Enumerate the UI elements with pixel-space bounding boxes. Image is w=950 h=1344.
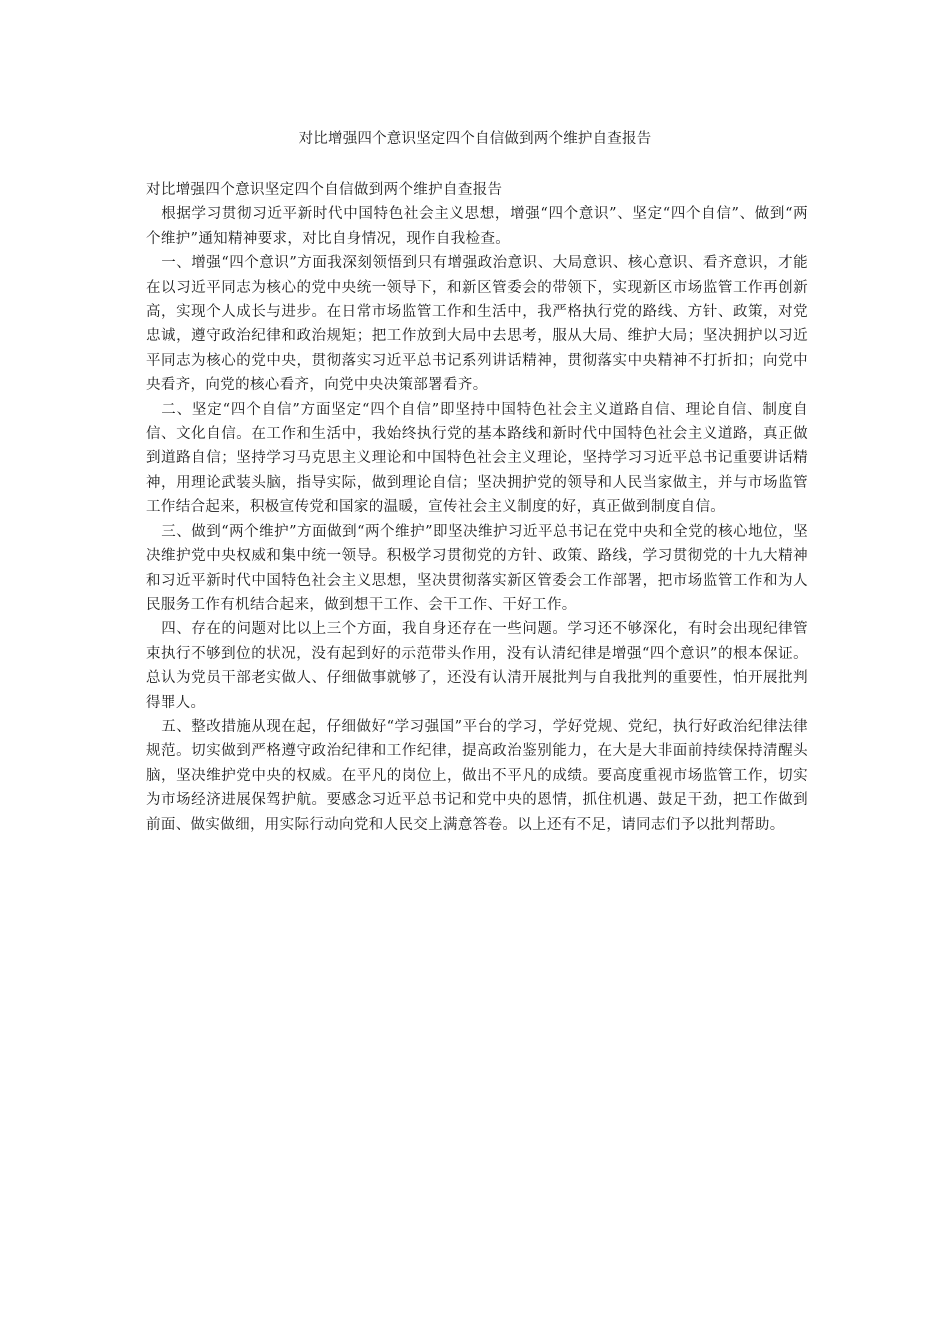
paragraph-four-confidences: 二、坚定“四个自信”方面坚定“四个自信”即坚持中国特色社会主义道路自信、理论自信、制度自信、文化自信。在工作和生活中，我始终执行党的基本路线和新时代中国特色社会主义道路，真正做到道路自信；坚持学习马克思主义理论和中国特色社会主义理论，坚持学习习近平总书记重要讲话精神，用理论武装头脑，指导实际，做到理论自信；坚决拥护党的领导和人民当家做主，并与市场监管工作结合起来，积极宣传党和国家的温暖，宣传社会主义制度的好，真正做到制度自信。 <box>146 401 808 516</box>
paragraph-two-safeguards: 三、做到“两个维护”方面做到“两个维护”即坚决维护习近平总书记在党中央和全党的核心地位，坚决维护党中央权威和集中统一领导。积极学习贯彻党的方针、政策、路线，学习贯彻党的十九大精神和习近平新时代中国特色社会主义思想，坚决贯彻落实新区管委会工作部署，把市场监管工作和为人民服务工作有机结合起来，做到想干工作、会干工作、干好工作。 <box>146 523 808 613</box>
paragraph-rectification-measures: 五、整改措施从现在起，仔细做好“学习强国”平台的学习，学好党规、党纪，执行好政治纪律法律规范。切实做到严格遵守政治纪律和工作纪律，提高政治鉴别能力，在大是大非面前持续保持清醒头脑，坚决维护党中央的权威。在平凡的岗位上，做出不平凡的成绩。要高度重视市场监管工作，切实为市场经济进展保驾护航。要感念习近平总书记和党中央的恩情，抓住机遇、鼓足干劲，把工作做到前面、做实做细，用实际行动向党和人民交上满意答卷。以上还有不足，请同志们予以批判帮助。 <box>146 718 808 833</box>
paragraph-existing-problems: 四、存在的问题对比以上三个方面，我自身还存在一些问题。学习还不够深化，有时会出现纪律管束执行不够到位的状况，没有起到好的示范带头作用，没有认清纪律是增强“四个意识”的根本保证。总认为党员干部老实做人、仔细做事就够了，还没有认清开展批判与自我批判的重要性，怕开展批判得罪人。 <box>146 621 808 711</box>
document-subtitle: 对比增强四个意识坚定四个自信做到两个维护自查报告 <box>146 182 503 198</box>
paragraph-four-consciousness: 一、增强“四个意识”方面我深刻领悟到只有增强政治意识、大局意识、核心意识、看齐意识，才能在以习近平同志为核心的党中央统一领导下，和新区管委会的带领下，实现新区市场监管工作再创新高，实现个人成长与进步。在日常市场监管工作和生活中，我严格执行党的路线、方针、政策，对党忠诚，遵守政治纪律和政治规矩；把工作放到大局中去思考，服从大局、维护大局；坚决拥护以习近平同志为核心的党中央，贯彻落实习近平总书记系列讲话精神，贯彻落实中央精神不打折扣；向党中央看齐，向党的核心看齐，向党中央决策部署看齐。 <box>146 255 808 394</box>
document-title: 对比增强四个意识坚定四个自信做到两个维护自查报告 <box>298 131 652 147</box>
paragraph-intro: 根据学习贯彻习近平新时代中国特色社会主义思想，增强“四个意识”、坚定“四个自信”、做到“两个维护”通知精神要求，对比自身情况，现作自我检查。 <box>146 206 808 247</box>
document-body <box>146 178 808 837</box>
